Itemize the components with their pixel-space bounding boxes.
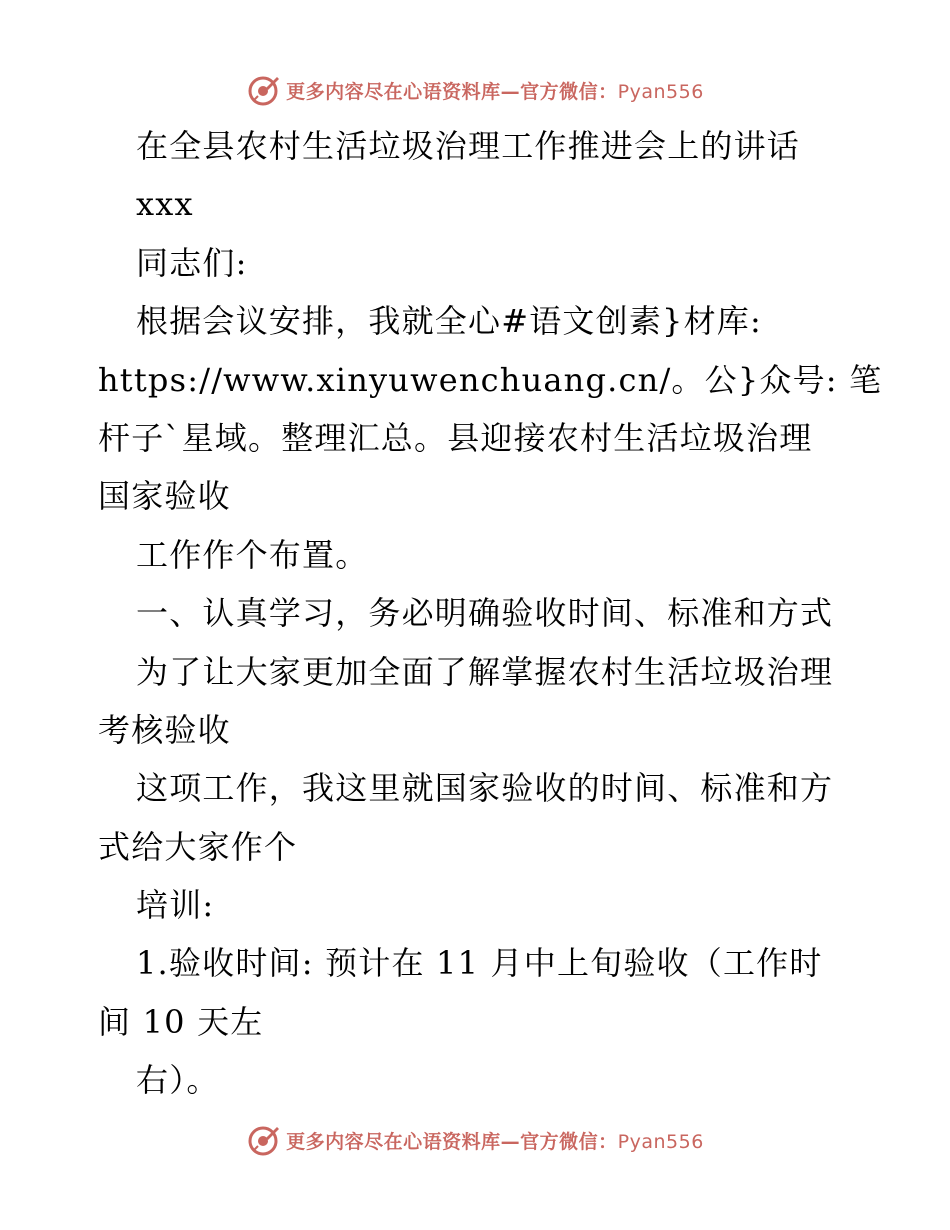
document-title: 在全县农村生活垃圾治理工作推进会上的讲话 bbox=[136, 127, 801, 165]
paragraph-line: 根据会议安排，我就全心#语文创素}材库: bbox=[136, 302, 762, 341]
paragraph-line: 为了让大家更加全面了解掌握农村生活垃圾治理 bbox=[136, 652, 834, 691]
list-item-line: 1.验收时间: 预计在 11 月中上旬验收（工作时 bbox=[136, 944, 823, 983]
section-heading: 一、认真学习，务必明确验收时间、标准和方式 bbox=[136, 594, 834, 633]
header-banner bbox=[0, 70, 950, 110]
paragraph-line: 考核验收 bbox=[98, 710, 231, 749]
list-item-line: 间 10 天左 bbox=[98, 1002, 264, 1041]
footer-banner-text bbox=[286, 1127, 704, 1154]
paragraph-line: https://www.xinyuwenchuang.cn/。公}众号: 笔 bbox=[98, 360, 883, 399]
paragraph-line: 国家验收 bbox=[98, 477, 231, 516]
footer-banner-cn: 更多内容尽在心语资料库—官方微信： bbox=[286, 1130, 618, 1153]
pen-logo-icon bbox=[246, 73, 280, 107]
paragraph-line: 这项工作，我这里就国家验收的时间、标准和方 bbox=[136, 769, 834, 808]
footer-banner-content bbox=[246, 1123, 704, 1157]
salutation-line: 同志们: bbox=[136, 243, 248, 282]
document-body bbox=[98, 117, 883, 1110]
paragraph-line: 工作作个布置。 bbox=[136, 535, 369, 574]
header-banner-id: Pyan556 bbox=[617, 80, 704, 103]
pen-logo-icon bbox=[246, 1123, 280, 1157]
footer-banner bbox=[0, 1120, 950, 1160]
header-banner-content bbox=[246, 73, 704, 107]
header-banner-cn: 更多内容尽在心语资料库—官方微信： bbox=[286, 80, 618, 103]
paragraph-line: 式给大家作个 bbox=[98, 827, 298, 866]
paragraph-line: 培训: bbox=[136, 886, 215, 925]
footer-banner-id: Pyan556 bbox=[617, 1130, 704, 1153]
header-banner-text bbox=[286, 77, 704, 104]
paragraph-line: 杆子`星域。整理汇总。县迎接农村生活垃圾治理 bbox=[98, 418, 813, 457]
author-line: xxx bbox=[136, 185, 194, 224]
list-item-line: 右）。 bbox=[136, 1061, 220, 1100]
